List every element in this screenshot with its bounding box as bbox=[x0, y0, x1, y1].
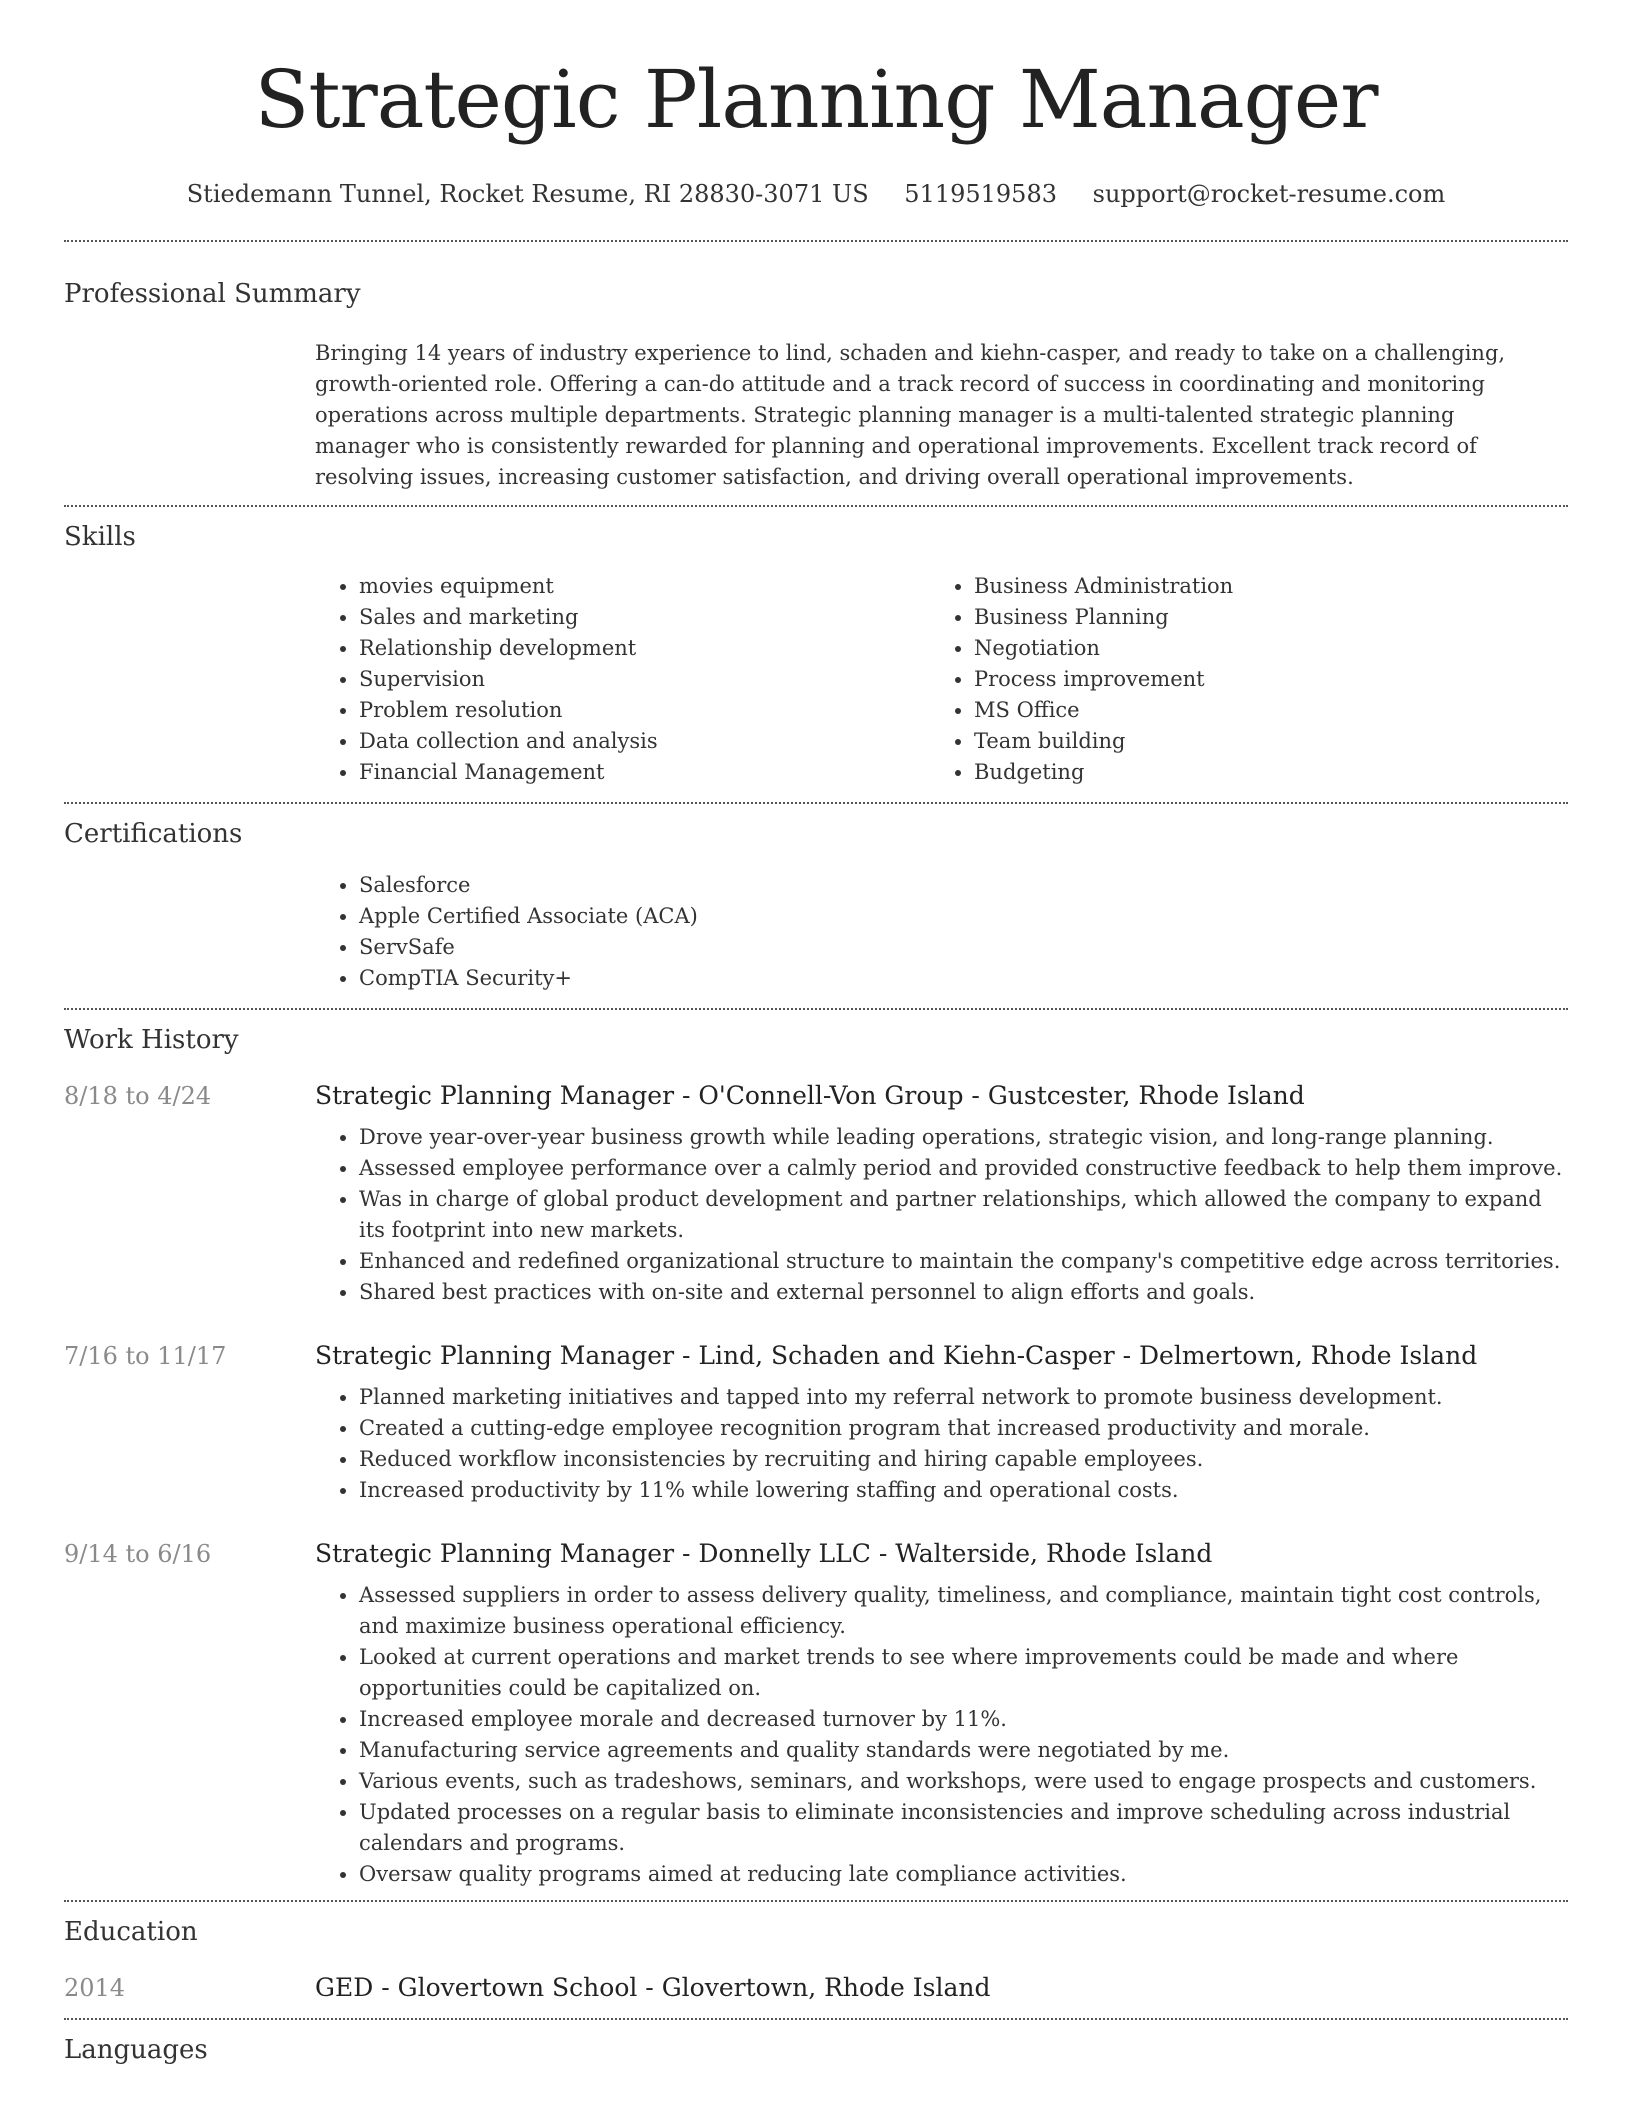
job-heading: Strategic Planning Manager - Donnelly LLC - Walterside, Rhode Island bbox=[315, 1539, 1213, 1568]
skill-item: • Budgeting bbox=[974, 757, 1545, 788]
skill-item: • Problem resolution bbox=[359, 695, 930, 726]
job-date: 8/18 to 4/24 bbox=[64, 1082, 212, 1110]
job-entry bbox=[64, 1078, 1568, 1114]
summary-section bbox=[64, 242, 1568, 493]
job-bullets bbox=[315, 1122, 1568, 1308]
job-bullet: • Increased employee morale and decreased turnover by 11%. bbox=[359, 1704, 1568, 1735]
skill-item: • Supervision bbox=[359, 664, 930, 695]
contact-line bbox=[64, 178, 1568, 210]
candidate-name: Strategic Planning Manager bbox=[254, 53, 1378, 146]
job-date: 7/16 to 11/17 bbox=[64, 1342, 227, 1370]
section-title-certifications: Certifications bbox=[64, 819, 243, 849]
education-entry bbox=[64, 1970, 1568, 2006]
job-bullet: • Oversaw quality programs aimed at reducing late compliance activities. bbox=[359, 1859, 1568, 1890]
job-bullet: • Updated processes on a regular basis to eliminate inconsistencies and improve scheduling across industrial calendars and programs. bbox=[359, 1797, 1568, 1859]
job-bullet: • Was in charge of global product development and partner relationships, which allowed the company to expand its footprint into new markets. bbox=[359, 1184, 1568, 1246]
skill-item: • Process improvement bbox=[974, 664, 1545, 695]
job-bullet: • Assessed employee performance over a calmly period and provided constructive feedback to help them improve. bbox=[359, 1153, 1568, 1184]
skills-column-right bbox=[930, 571, 1545, 788]
languages-section bbox=[64, 2020, 1568, 2068]
skills-column-left bbox=[315, 571, 930, 788]
job-bullet: • Enhanced and redefined organizational structure to maintain the company's competitive edge across territories. bbox=[359, 1246, 1568, 1277]
skill-item: • Sales and marketing bbox=[359, 602, 930, 633]
skill-item: • Negotiation bbox=[974, 633, 1545, 664]
education-heading: GED - Glovertown School - Glovertown, Rhode Island bbox=[315, 1973, 991, 2002]
skill-item: • Relationship development bbox=[359, 633, 930, 664]
phone: 5119519583 bbox=[904, 180, 1057, 208]
resume-header bbox=[64, 0, 1568, 210]
job-bullet: • Manufacturing service agreements and quality standards were negotiated by me. bbox=[359, 1735, 1568, 1766]
job-date: 9/14 to 6/16 bbox=[64, 1540, 212, 1568]
job-bullet: • Drove year-over-year business growth while leading operations, strategic vision, and long-range planning. bbox=[359, 1122, 1568, 1153]
section-title-education: Education bbox=[64, 1917, 198, 1947]
certification-item: • ServSafe bbox=[359, 932, 1568, 963]
address: Stiedemann Tunnel, Rocket Resume, RI 28830-3071 US bbox=[186, 180, 869, 208]
skill-item: • MS Office bbox=[974, 695, 1545, 726]
job-bullet: • Various events, such as tradeshows, seminars, and workshops, were used to engage prospects and customers. bbox=[359, 1766, 1568, 1797]
job-bullet: • Looked at current operations and market trends to see where improvements could be made and where opportunities could be capitalized on. bbox=[359, 1642, 1568, 1704]
job-bullet: • Reduced workflow inconsistencies by recruiting and hiring capable employees. bbox=[359, 1444, 1568, 1475]
job-bullet: • Increased productivity by 11% while lowering staffing and operational costs. bbox=[359, 1475, 1568, 1506]
job-bullet: • Shared best practices with on-site and external personnel to align efforts and goals. bbox=[359, 1277, 1568, 1308]
email: support@rocket-resume.com bbox=[1092, 180, 1446, 208]
education-section bbox=[64, 1902, 1568, 2006]
job-entry bbox=[64, 1536, 1568, 1572]
work-history-section bbox=[64, 1010, 1568, 1890]
skill-item: • Team building bbox=[974, 726, 1545, 757]
job-entry bbox=[64, 1338, 1568, 1374]
job-heading: Strategic Planning Manager - O'Connell-Von Group - Gustcester, Rhode Island bbox=[315, 1081, 1305, 1110]
skill-item: • Business Administration bbox=[974, 571, 1545, 602]
section-title-languages: Languages bbox=[64, 2035, 208, 2065]
section-title-summary: Professional Summary bbox=[64, 279, 361, 309]
skill-item: • Financial Management bbox=[359, 757, 930, 788]
certification-item: • Apple Certified Associate (ACA) bbox=[359, 901, 1568, 932]
skills-section bbox=[64, 507, 1568, 788]
skill-item: • movies equipment bbox=[359, 571, 930, 602]
certification-item: • CompTIA Security+ bbox=[359, 963, 1568, 994]
job-heading: Strategic Planning Manager - Lind, Schaden and Kiehn-Casper - Delmertown, Rhode Island bbox=[315, 1341, 1478, 1370]
certification-item: • Salesforce bbox=[359, 870, 1568, 901]
job-bullet: • Planned marketing initiatives and tapped into my referral network to promote business development. bbox=[359, 1382, 1568, 1413]
summary-text: Bringing 14 years of industry experience to lind, schaden and kiehn-casper, and ready to take on a challenging, growth-oriented role. Offering a can-do attitude and a track record of success in coordinating and monitoring operations across multiple departments. Strategic planning manager is a multi-talented strategic planning manager who is consistently rewarded for planning and operational improvements. Excellent track record of resolving issues, increasing customer satisfaction, and driving overall operational improvements. bbox=[315, 341, 1506, 489]
section-title-skills: Skills bbox=[64, 522, 136, 552]
section-title-work: Work History bbox=[64, 1025, 239, 1055]
skill-item: • Business Planning bbox=[974, 602, 1545, 633]
job-bullet: • Assessed suppliers in order to assess delivery quality, timeliness, and compliance, maintain tight cost controls, and maximize business operational efficiency. bbox=[359, 1580, 1568, 1642]
skill-item: • Data collection and analysis bbox=[359, 726, 930, 757]
job-bullets bbox=[315, 1382, 1568, 1506]
job-bullet: • Created a cutting-edge employee recognition program that increased productivity and morale. bbox=[359, 1413, 1568, 1444]
certifications-section bbox=[64, 804, 1568, 994]
job-bullets bbox=[315, 1580, 1568, 1890]
education-date: 2014 bbox=[64, 1974, 126, 2002]
